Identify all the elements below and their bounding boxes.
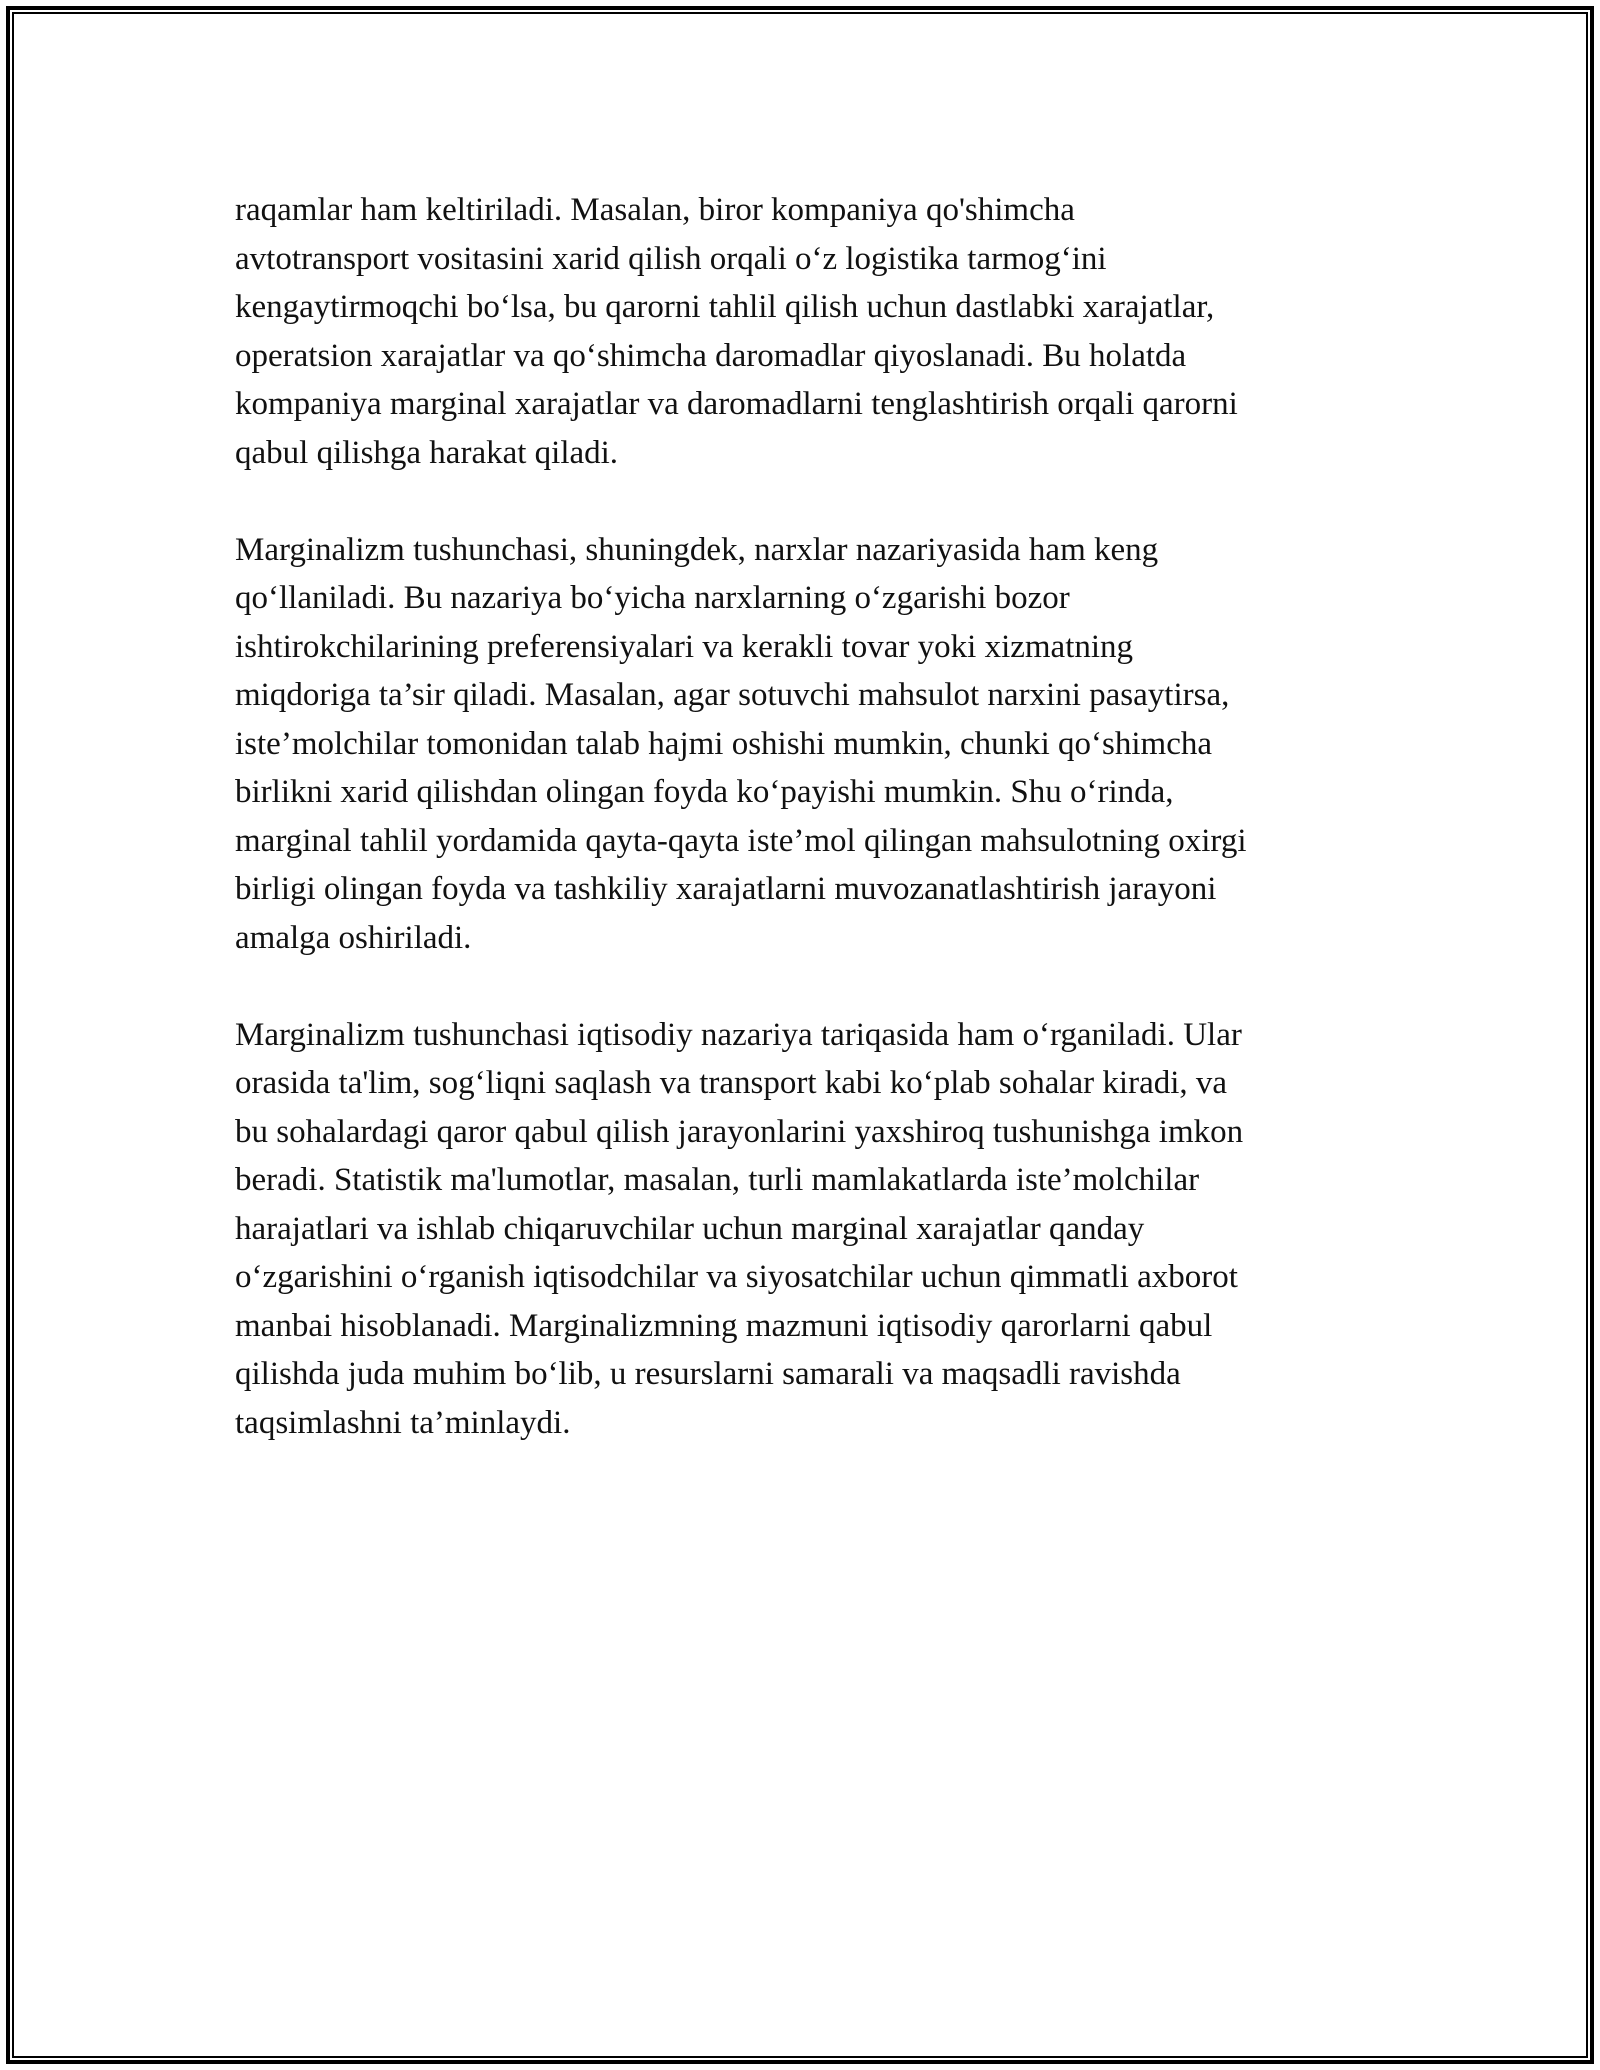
text-line: birligi olingan foyda va tashkiliy xarajatlarni muvozanatlashtirish jarayoni <box>235 871 1217 907</box>
text-line: marginal tahlil yordamida qayta-qayta iste’mol qilingan mahsulotning oxirgi <box>235 822 1247 859</box>
text-line: ishtirokchilarining preferensiyalari va kerakli tovar yoki xizmatning <box>235 628 1134 665</box>
paragraph-2 <box>235 526 1375 963</box>
paragraph-3 <box>235 1011 1375 1448</box>
text-line: orasida ta'lim, sog‘liqni saqlash va transport kabi ko‘plab sohalar kiradi, va <box>235 1065 1228 1101</box>
text-line: qo‘llaniladi. Bu nazariya bo‘yicha narxlarning o‘zgarishi bozor <box>235 580 1070 616</box>
text-line: qabul qilishga harakat qiladi. <box>235 434 619 471</box>
text-line: raqamlar ham keltiriladi. Masalan, biror kompaniya qo'shimcha <box>235 192 1075 228</box>
text-line: iste’molchilar tomonidan talab hajmi oshishi mumkin, chunki qo‘shimcha <box>235 725 1213 762</box>
text-line: Marginalizm tushunchasi iqtisodiy nazariya tariqasida ham o‘rganiladi. Ular <box>235 1016 1242 1053</box>
text-line: birlikni xarid qilishdan olingan foyda ko‘payishi mumkin. Shu o‘rinda, <box>235 774 1174 810</box>
text-line: qilishda juda muhim bo‘lib, u resurslarni samarali va maqsadli ravishda <box>235 1356 1181 1392</box>
text-line: beradi. Statistik ma'lumotlar, masalan, turli mamlakatlarda iste’molchilar <box>235 1162 1200 1198</box>
text-line: manbai hisoblanadi. Marginalizmning mazmuni iqtisodiy qarorlarni qabul <box>235 1307 1213 1344</box>
text-line: kengaytirmoqchi bo‘lsa, bu qarorni tahlil qilish uchun dastlabki xarajatlar, <box>235 289 1215 325</box>
text-line: miqdoriga ta’sir qiladi. Masalan, agar sotuvchi mahsulot narxini pasaytirsa, <box>235 677 1230 713</box>
text-line: amalga oshiriladi. <box>235 919 472 956</box>
text-line: Marginalizm tushunchasi, shuningdek, narxlar nazariyasida ham keng <box>235 531 1159 568</box>
text-line: bu sohalardagi qaror qabul qilish jarayonlarini yaxshiroq tushunishga imkon <box>235 1113 1244 1150</box>
document-body <box>235 186 1375 1496</box>
text-line: harajatlari va ishlab chiqaruvchilar uchun marginal xarajatlar qanday <box>235 1210 1145 1247</box>
text-line: kompaniya marginal xarajatlar va daromadlarni tenglashtirish orqali qarorni <box>235 386 1238 422</box>
text-line: o‘zgarishini o‘rganish iqtisodchilar va siyosatchilar uchun qimmatli axborot <box>235 1259 1238 1295</box>
text-line: operatsion xarajatlar va qo‘shimcha daromadlar qiyoslanadi. Bu holatda <box>235 337 1187 374</box>
paragraph-1 <box>235 186 1375 477</box>
text-line: taqsimlashni ta’minlaydi. <box>235 1404 571 1441</box>
text-line: avtotransport vositasini xarid qilish orqali o‘z logistika tarmog‘ini <box>235 240 1107 277</box>
